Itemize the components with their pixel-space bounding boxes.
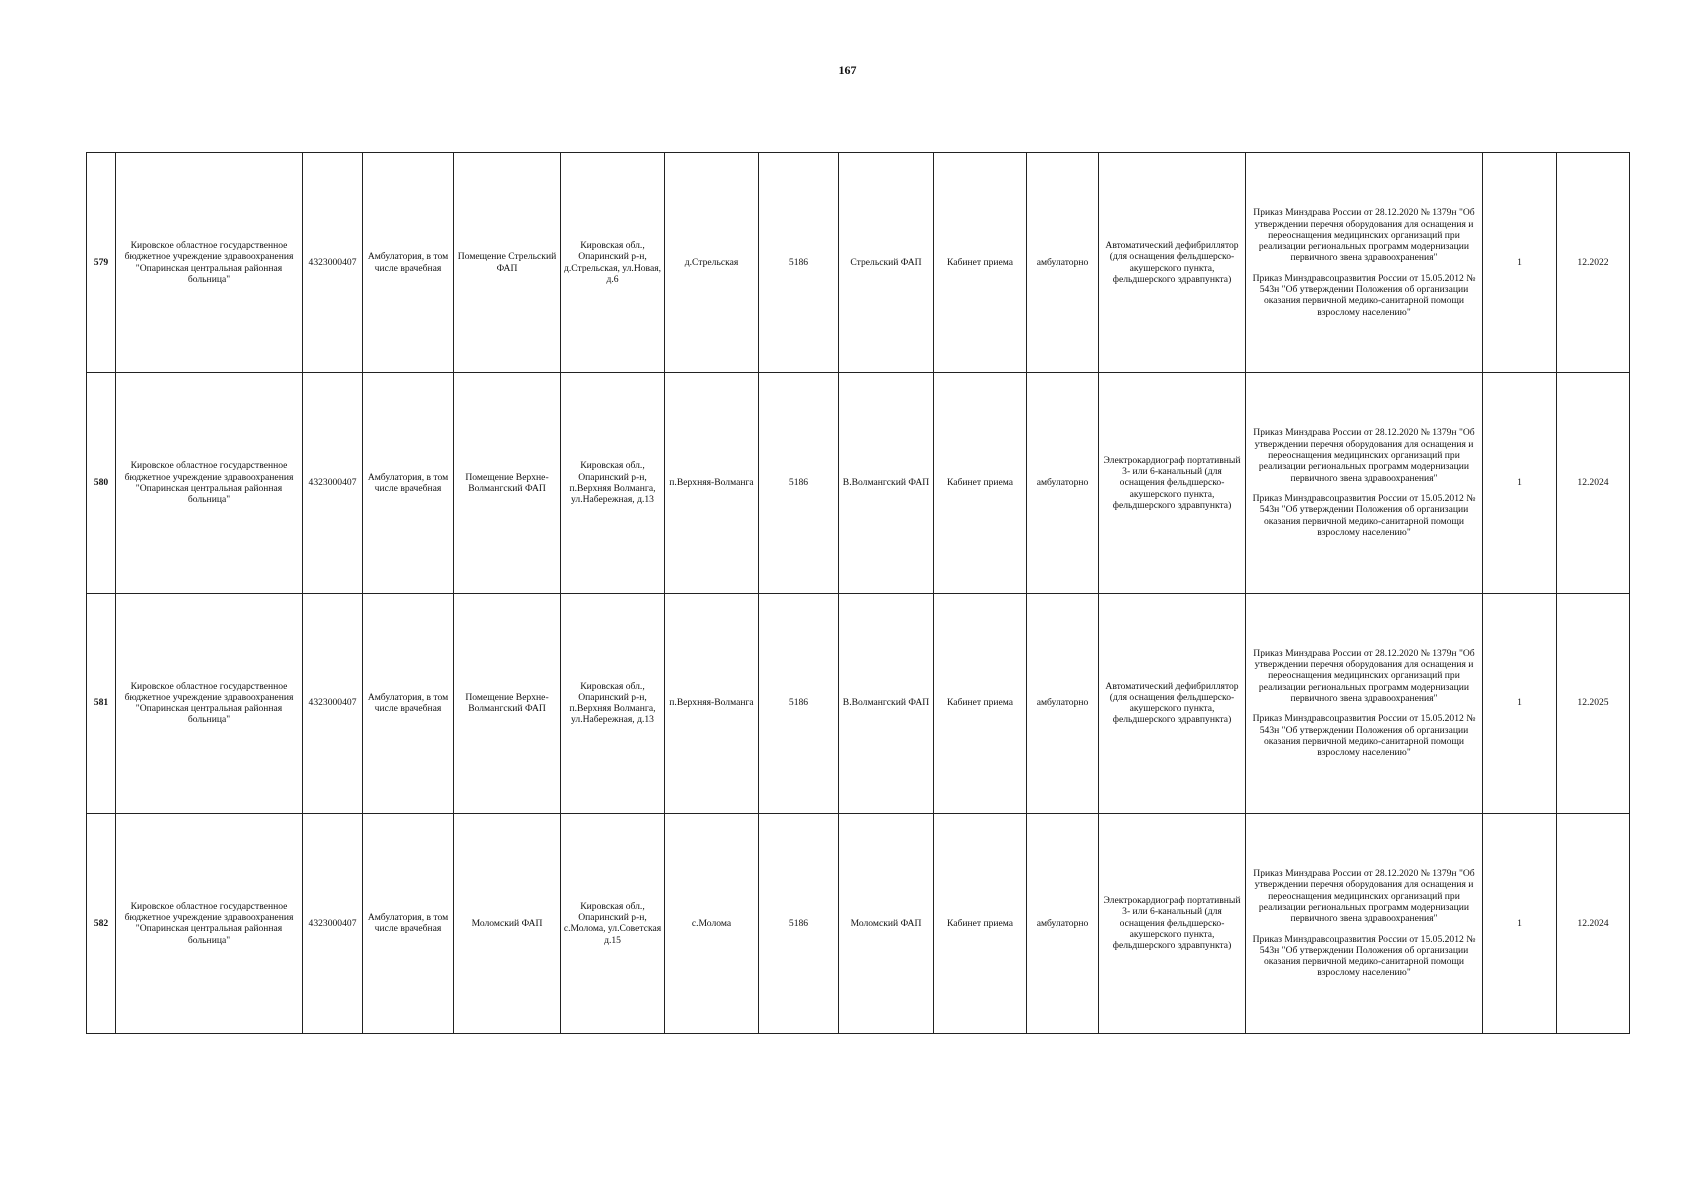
regulation-order-2: Приказ Минздравсоцразвития России от 15.05.2012 № 543н "Об утверждении Положения об организации оказания первичной медико-санитарной помощи взрослому населению"	[1252, 493, 1476, 538]
inn-cell: 4323000407	[303, 153, 363, 373]
quantity-cell: 1	[1483, 373, 1557, 593]
equipment-cell: Электрокардиограф портативный 3- или 6-канальный (для оснащения фельдшерско-акушерского пункта, фельдшерского здравпункта)	[1099, 373, 1246, 593]
date-cell: 12.2024	[1557, 813, 1630, 1033]
regulation-order-1: Приказ Минздрава России от 28.12.2020 № 1379н "Об утверждении перечня оборудования для оснащения и переоснащения медицинских организаций при реализации региональных программ модернизации первичного звена здравоохранения"	[1253, 647, 1475, 704]
room-cell: Кабинет приема	[934, 813, 1027, 1033]
table-row	[87, 373, 1630, 593]
equipment-table	[86, 152, 1630, 1034]
regulation-order-1: Приказ Минздрава России от 28.12.2020 № 1379н "Об утверждении перечня оборудования для оснащения и переоснащения медицинских организаций при реализации региональных программ модернизации первичного звена здравоохранения"	[1253, 427, 1475, 484]
premises-cell: Помещение Стрельский ФАП	[454, 153, 561, 373]
settlement-cell: д.Стрельская	[665, 153, 759, 373]
address-cell: Кировская обл., Опаринский р-н, п.Верхняя Волманга, ул.Набережная, д.13	[561, 373, 665, 593]
row-number: 581	[87, 593, 116, 813]
facility-type-cell: Амбулатория, в том числе врачебная	[363, 813, 454, 1033]
care-mode-cell: амбулаторно	[1027, 593, 1099, 813]
facility-type-cell: Амбулатория, в том числе врачебная	[363, 593, 454, 813]
regulation-order-2: Приказ Минздравсоцразвития России от 15.05.2012 № 543н "Об утверждении Положения об организации оказания первичной медико-санитарной помощи взрослому населению"	[1252, 272, 1476, 318]
care-mode-cell: амбулаторно	[1027, 153, 1099, 373]
quantity-cell: 1	[1483, 813, 1557, 1033]
regulation-cell	[1246, 593, 1483, 813]
page-number: 167	[838, 63, 857, 77]
row-number: 579	[87, 153, 116, 373]
code-cell: 5186	[759, 153, 839, 373]
equipment-cell: Электрокардиограф портативный 3- или 6-канальный (для оснащения фельдшерско-акушерского пункта, фельдшерского здравпункта)	[1099, 813, 1246, 1033]
quantity-cell: 1	[1483, 153, 1557, 373]
unit-cell: Стрельский ФАП	[839, 153, 934, 373]
table-row	[87, 813, 1630, 1033]
settlement-cell: п.Верхняя-Волманга	[665, 593, 759, 813]
organization-cell: Кировское областное государственное бюджетное учреждение здравоохранения "Опаринская центральная районная больница"	[116, 153, 303, 373]
settlement-cell: с.Молома	[665, 813, 759, 1033]
unit-cell: Моломский ФАП	[839, 813, 934, 1033]
code-cell: 5186	[759, 813, 839, 1033]
equipment-cell: Автоматический дефибриллятор (для оснащения фельдшерско-акушерского пункта, фельдшерского здравпункта)	[1099, 153, 1246, 373]
inn-cell: 4323000407	[303, 373, 363, 593]
room-cell: Кабинет приема	[934, 373, 1027, 593]
organization-cell: Кировское областное государственное бюджетное учреждение здравоохранения "Опаринская центральная районная больница"	[116, 813, 303, 1033]
equipment-cell: Автоматический дефибриллятор (для оснащения фельдшерско-акушерского пункта, фельдшерского здравпункта)	[1099, 593, 1246, 813]
address-cell: Кировская обл., Опаринский р-н, с.Молома, ул.Советская д.15	[561, 813, 665, 1033]
table-row	[87, 593, 1630, 813]
inn-cell: 4323000407	[303, 593, 363, 813]
regulation-order-2: Приказ Минздравсоцразвития России от 15.05.2012 № 543н "Об утверждении Положения об организации оказания первичной медико-санитарной помощи взрослому населению"	[1252, 933, 1476, 979]
regulation-order-2: Приказ Минздравсоцразвития России от 15.05.2012 № 543н "Об утверждении Положения об организации оказания первичной медико-санитарной помощи взрослому населению"	[1252, 713, 1476, 759]
organization-cell: Кировское областное государственное бюджетное учреждение здравоохранения "Опаринская центральная районная больница"	[116, 373, 303, 593]
date-cell: 12.2022	[1557, 153, 1630, 373]
premises-cell: Помещение Верхне-Волмангский ФАП	[454, 593, 561, 813]
code-cell: 5186	[759, 373, 839, 593]
regulation-order-1: Приказ Минздрава России от 28.12.2020 № 1379н "Об утверждении перечня оборудования для оснащения и переоснащения медицинских организаций при реализации региональных программ модернизации первичного звена здравоохранения"	[1253, 867, 1475, 925]
row-number: 580	[87, 373, 116, 593]
row-number: 582	[87, 813, 116, 1033]
address-cell: Кировская обл., Опаринский р-н, д.Стрельская, ул.Новая, д.6	[561, 153, 665, 373]
table-row	[87, 153, 1630, 373]
premises-cell: Моломский ФАП	[454, 813, 561, 1033]
facility-type-cell: Амбулатория, в том числе врачебная	[363, 373, 454, 593]
regulation-cell	[1246, 813, 1483, 1033]
regulation-cell	[1246, 373, 1483, 593]
date-cell: 12.2024	[1557, 373, 1630, 593]
organization-cell: Кировское областное государственное бюджетное учреждение здравоохранения "Опаринская центральная районная больница"	[116, 593, 303, 813]
code-cell: 5186	[759, 593, 839, 813]
care-mode-cell: амбулаторно	[1027, 813, 1099, 1033]
date-cell: 12.2025	[1557, 593, 1630, 813]
inn-cell: 4323000407	[303, 813, 363, 1033]
unit-cell: В.Волмангский ФАП	[839, 373, 934, 593]
room-cell: Кабинет приема	[934, 593, 1027, 813]
address-cell: Кировская обл., Опаринский р-н, п.Верхняя Волманга, ул.Набережная, д.13	[561, 593, 665, 813]
room-cell: Кабинет приема	[934, 153, 1027, 373]
regulation-order-1: Приказ Минздрава России от 28.12.2020 № 1379н "Об утверждении перечня оборудования для оснащения и переоснащения медицинских организаций при реализации региональных программ модернизации первичного звена здравоохранения"	[1253, 207, 1475, 264]
care-mode-cell: амбулаторно	[1027, 373, 1099, 593]
regulation-cell	[1246, 153, 1483, 373]
unit-cell: В.Волмангский ФАП	[839, 593, 934, 813]
quantity-cell: 1	[1483, 593, 1557, 813]
premises-cell: Помещение Верхне-Волмангский ФАП	[454, 373, 561, 593]
facility-type-cell: Амбулатория, в том числе врачебная	[363, 153, 454, 373]
settlement-cell: п.Верхняя-Волманга	[665, 373, 759, 593]
